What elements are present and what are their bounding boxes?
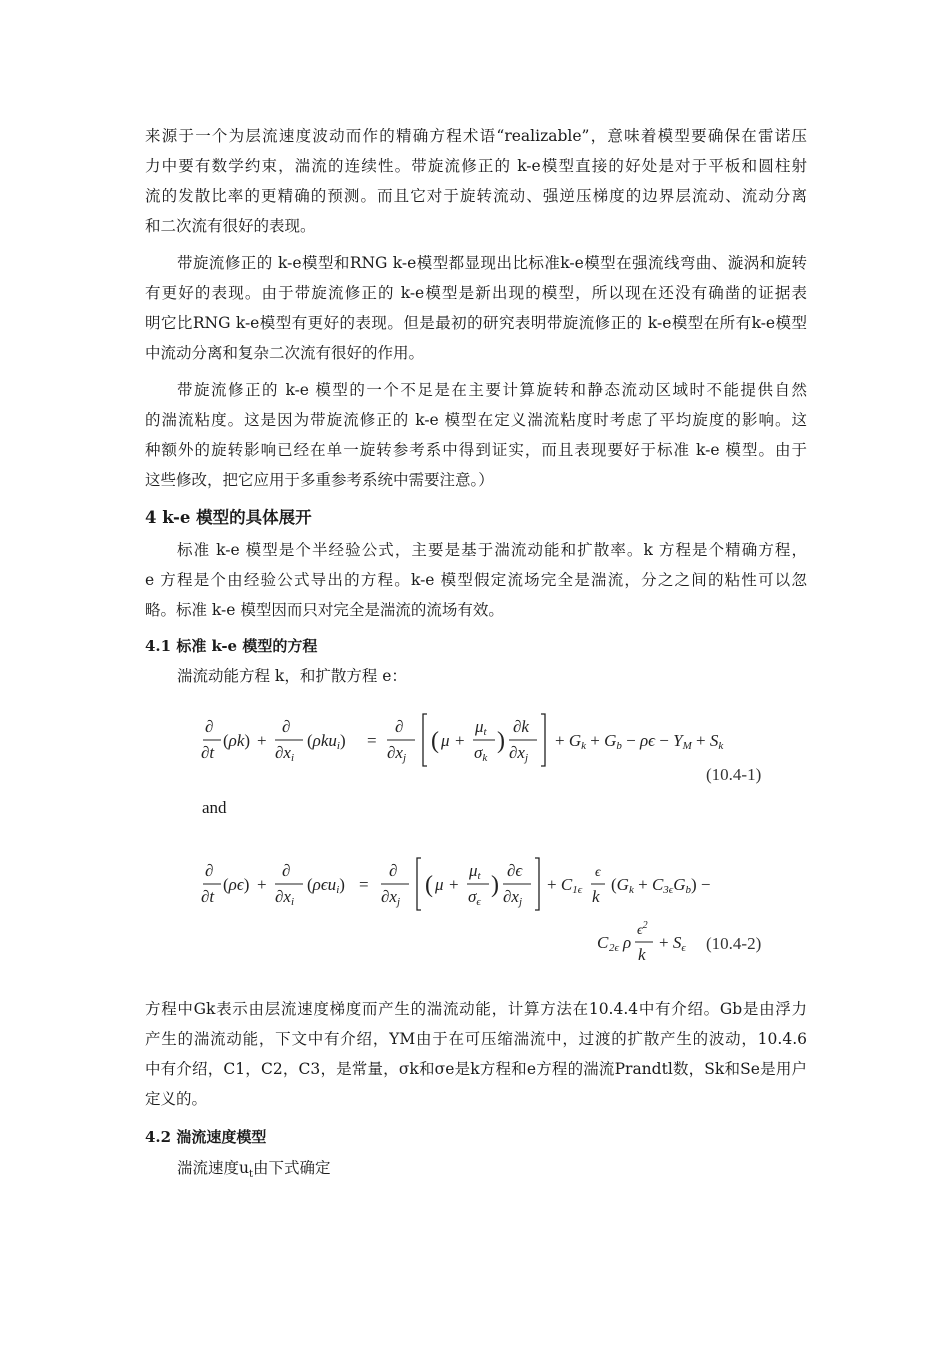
paragraph-turbulent-viscosity [177,1156,331,1180]
svg-text:∂xj: ∂xj [503,887,523,908]
svg-text:∂: ∂ [282,717,291,736]
text-line: 定义的。 [145,1090,208,1108]
text-line: e 方程是个由经验公式导出的方程。k-e 模型假定流场完全是湍流，分之之间的粘性可以忽 [145,571,807,589]
svg-text:μ: μ [441,731,450,750]
paragraph-equation-intro: 湍流动能方程 k，和扩散方程 e： [177,667,407,685]
text-line: 标准 k-e 模型是个半经验公式，主要是基于湍流动能和扩散率。k 方程是个精确方程， [177,541,807,559]
svg-text:∂: ∂ [395,717,404,736]
svg-text:=: = [367,731,377,750]
text-line: 的湍流粘度。这是因为带旋流修正的 k-e 模型在定义湍流粘度时考虑了平均旋度的影响。这 [145,411,807,429]
svg-text:): ) [497,728,505,754]
svg-text:(ρk): (ρk) [223,731,251,750]
svg-text:): ) [491,872,499,898]
svg-text:∂: ∂ [282,861,291,880]
svg-text:(: ( [431,728,439,754]
text-line: 产生的湍流动能，下文中有介绍，YM由于在可压缩湍流中，过渡的扩散产生的波动，10.4.6 [145,1030,807,1048]
text-line: 这些修改，把它应用于多重参考系统中需要注意。） [145,471,494,489]
paragraph-realizable [145,121,807,241]
svg-text:∂xi: ∂xi [275,887,295,908]
svg-text:+ Gk + Gb − ρϵ − YM + Sk: + Gk + Gb − ρϵ − YM + Sk [555,731,724,752]
section-heading-4: 4 k-e 模型的具体展开 [145,508,312,527]
equation-number-1: (10.4-1) [706,765,762,784]
text-line: 明它比RNG k-e模型有更好的表现。但是最初的研究表明带旋流修正的 k-e模型在所有k-e模型 [145,314,807,332]
equation-k [195,708,775,788]
paragraph-limitation [145,375,807,495]
svg-text:(ρϵui): (ρϵui) [307,875,345,896]
svg-text:(: ( [425,872,433,898]
svg-text:μt: μt [475,717,487,738]
svg-text:+ Sϵ: + Sϵ [659,933,686,954]
svg-text:+: + [449,875,459,894]
svg-text:∂xj: ∂xj [387,743,407,764]
svg-text:+: + [257,731,267,750]
paragraph-standard-model [145,535,807,625]
svg-text:∂: ∂ [389,861,398,880]
text-fragment: 由下式确定 [253,1159,331,1177]
text-line: 和二次流有很好的表现。 [145,217,316,235]
svg-text:+: + [455,731,465,750]
svg-text:+: + [257,875,267,894]
text-line: 有更好的表现。由于带旋流修正的 k-e模型是新出现的模型，所以现在还没有确凿的证据表 [145,284,807,302]
svg-text:σk: σk [474,743,488,764]
paragraph-comparison [145,248,807,368]
text-line: 带旋流修正的 k-e 模型的一个不足是在主要计算旋转和静态流动区域时不能提供自然 [177,381,807,399]
text-line: 方程中Gk表示由层流速度梯度而产生的湍流动能，计算方法在10.4.4中有介绍。Gb是由浮力 [145,1000,807,1018]
svg-text:∂: ∂ [205,717,214,736]
text-fragment: 湍流速度u [177,1159,249,1177]
svg-text:ϵ2: $\epsilon^2$ [637,920,648,938]
svg-text:k: k [638,945,646,964]
svg-text:∂xi: ∂xi [275,743,295,764]
text-line: 略。标准 k-e 模型因而只对完全是湍流的流场有效。 [145,601,504,619]
svg-text:+ C1ϵ: + C1ϵ [547,875,583,896]
svg-text:∂: ∂ [205,861,214,880]
svg-text:k: k [592,887,600,906]
subscript-t: t [248,1169,254,1181]
svg-text:σϵ: σϵ [468,887,481,908]
svg-text:=: = [359,875,369,894]
text-line: 带旋流修正的 k-e模型和RNG k-e模型都显现出比标准k-e模型在强流线弯曲、漩涡和旋转 [177,254,807,272]
text-line: 流的发散比率的更精确的预测。而且它对于旋转流动、强逆压梯度的边界层流动、流动分离 [145,187,807,205]
text-line: 种额外的旋转影响已经在单一旋转参考系中得到证实，而且表现要好于标准 k-e 模型。由于 [145,441,807,459]
svg-text:(Gk + C3ϵGb) −: (Gk + C3ϵGb) − [611,875,711,896]
svg-text:(ρϵ): (ρϵ) [223,875,250,894]
svg-text:μt: μt [469,861,481,882]
svg-text:μ: μ [435,875,444,894]
equation-epsilon [195,852,775,968]
paragraph-term-definitions [145,994,807,1114]
section-heading-4-1: 4.1 标准 k-e 模型的方程 [145,637,318,655]
svg-text:∂xj: ∂xj [509,743,529,764]
equation-number-2: (10.4-2) [706,934,762,953]
text-line: 中有介绍，C1，C2，C3，是常量，σk和σe是k方程和e方程的湍流Prandtl数，Sk和Se是用户 [145,1060,807,1078]
svg-text:(ρkui): (ρkui) [307,731,346,752]
svg-text:ϵ: ϵ [595,865,601,880]
section-heading-4-2: 4.2 湍流速度模型 [145,1128,267,1146]
svg-text:∂xj: ∂xj [381,887,401,908]
svg-text:∂t: ∂t [201,887,215,906]
svg-text:C: C [597,933,609,952]
svg-text:∂k: ∂k [513,717,529,736]
text-line: 中流动分离和复杂二次流有很好的作用。 [145,344,425,362]
conjunction-and: and [202,798,227,817]
svg-text:ρ: ρ [623,933,632,952]
svg-text:∂t: ∂t [201,743,215,762]
svg-text:2ϵ: 2ϵ [609,942,619,954]
text-line: 来源于一个为层流速度波动而作的精确方程术语“realizable”，意味着模型要确保在雷诺压 [145,127,807,145]
text-line: 力中要有数学约束，湍流的连续性。带旋流修正的 k-e模型直接的好处是对于平板和圆柱射 [145,157,807,175]
svg-text:∂ϵ: ∂ϵ [507,861,523,880]
